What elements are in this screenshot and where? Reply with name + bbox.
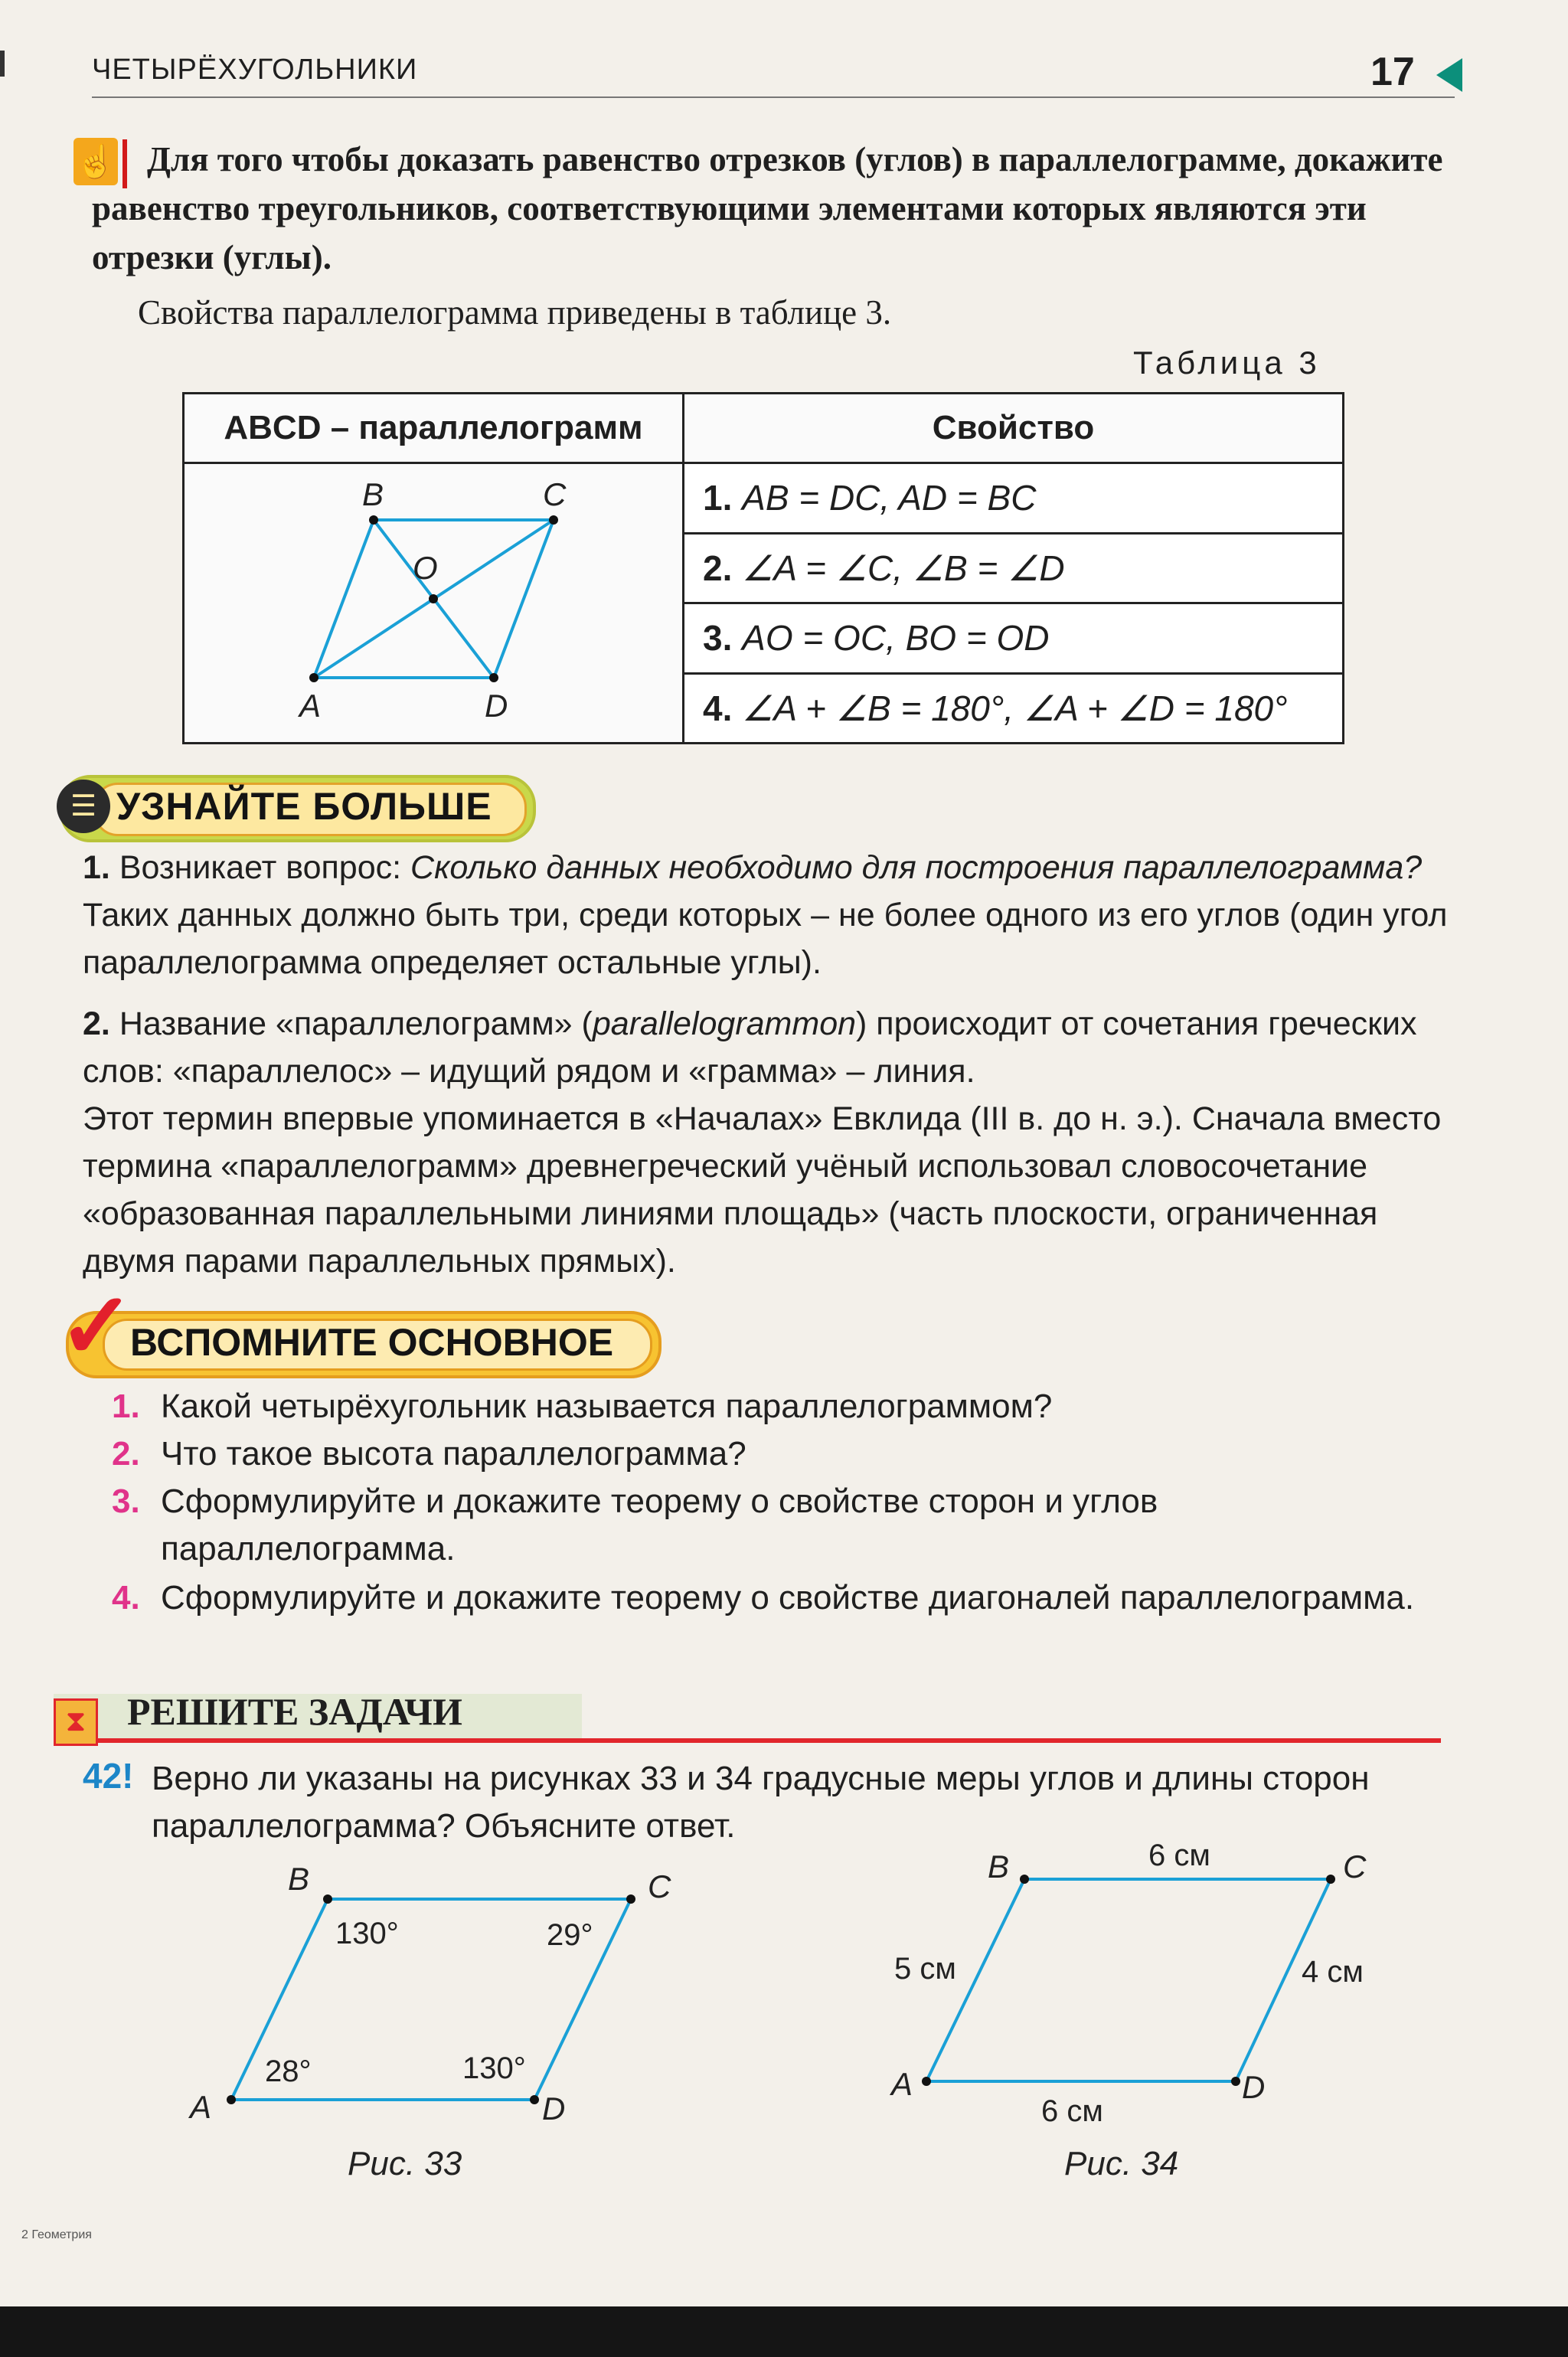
parallelogram-properties-table [182, 392, 1344, 744]
point-a [309, 673, 318, 682]
table-header-figure: ABCD – параллелограмм [184, 394, 684, 463]
recall-question-3: 3. Сформулируйте и докажите теорему о свойстве сторон и углов параллелограмма. [112, 1483, 1158, 1568]
fig34-label-a: A [891, 2066, 913, 2102]
recall-title: ВСПОМНИТЕ ОСНОВНОЕ [130, 1321, 614, 1364]
fig33-angle-a: 28° [265, 2055, 312, 2088]
book-stack-icon: ☰ [57, 780, 110, 833]
parallelogram-figure-cell [184, 463, 684, 744]
fig33-label-b: B [288, 1861, 310, 1897]
property-2: 2. ∠A = ∠C, ∠B = ∠D [684, 533, 1344, 603]
fig34-point-b [1020, 1875, 1029, 1884]
table-reference-text: Свойства параллелограмма приведены в таблице 3. [138, 293, 892, 332]
fig33-point-d [530, 2095, 539, 2104]
tip-text: Для того чтобы доказать равенство отрезков (углов) в параллелограмме, докажите равенство треугольников, соответствующими элементами которых являются эти отрезки (углы). [92, 140, 1443, 276]
fig33-caption: Рис. 33 [348, 2145, 462, 2182]
label-o: O [413, 550, 438, 586]
learn-more-paragraph-3: Этот термин впервые упоминается в «Началах» Евклида (III в. до н. э.). Сначала вместо термина «параллелограмм» древнегреческий учёный использовал словосочетание «образованная параллельными линиями площадь» (часть плоскости, ограниченная двумя парами параллельных прямых). [83, 1100, 1442, 1280]
header-divider [92, 96, 1455, 98]
label-b: B [362, 476, 384, 512]
fig33-point-a [227, 2095, 236, 2104]
fig33-point-b [323, 1894, 332, 1904]
recall-question-2: 2. Что такое высота параллелограмма? [112, 1435, 746, 1473]
fig33-label-a: A [190, 2089, 212, 2125]
point-d [489, 673, 498, 682]
fig34-side-left: 5 см [894, 1952, 956, 1986]
fig34-label-b: B [988, 1849, 1010, 1885]
recall-question-4: 4. Сформулируйте и докажите теорему о свойстве диагоналей параллелограмма. [112, 1579, 1415, 1617]
fig34-label-c: C [1343, 1849, 1367, 1885]
checkmark-icon: ✓ [58, 1275, 136, 1378]
fig34-point-a [922, 2077, 931, 2086]
parallelogram-abcd-diagram [185, 464, 682, 738]
page-edge-mark [0, 51, 5, 77]
hourglass-icon: ⧗ [54, 1698, 98, 1746]
scan-bottom-band [0, 2306, 1568, 2357]
recall-banner [66, 1311, 662, 1378]
table-header-row [184, 394, 1344, 463]
property-1: 1. AB = DC, AD = BC [684, 463, 1344, 534]
label-d: D [485, 688, 508, 724]
figure-33 [153, 1853, 735, 2190]
figure-34 [880, 1838, 1416, 2190]
fig33-label-c: C [648, 1868, 671, 1904]
point-o [429, 594, 438, 603]
fig34-label-d: D [1242, 2069, 1266, 2105]
fig34-side-right: 4 см [1302, 1955, 1364, 1989]
fig34-side-top: 6 см [1148, 1839, 1210, 1872]
recall-question-1: 1. Какой четырёхугольник называется параллелограммом? [112, 1388, 1053, 1425]
learn-more-title: УЗНАЙТЕ БОЛЬШЕ [116, 785, 492, 828]
fig34-parallelogram [926, 1879, 1331, 2081]
fig33-point-c [626, 1894, 635, 1904]
label-c: C [543, 476, 567, 512]
point-b [369, 515, 378, 525]
table-row [184, 463, 1344, 534]
fig34-caption: Рис. 34 [1064, 2145, 1179, 2182]
label-a: A [299, 688, 322, 724]
page-number: 17 [1370, 50, 1415, 94]
task-text: Верно ли указаны на рисунках 33 и 34 градусные меры углов и длины сторон параллелограмма? Объясните ответ. [152, 1760, 1370, 1845]
page-arrow-icon [1436, 58, 1462, 92]
chapter-title: ЧЕТЫРЁХУГОЛЬНИКИ [92, 54, 418, 86]
property-3: 3. AO = OC, BO = OD [684, 603, 1344, 674]
learn-more-paragraph-1: 1. Возникает вопрос: Сколько данных необходимо для построения параллелограмма? Таких данных должно быть три, среди которых – не более одного из его углов (один угол параллелограмма определяет остальные углы). [83, 849, 1448, 981]
fig33-angle-b: 130° [335, 1917, 399, 1950]
fig33-angle-d: 130° [462, 2051, 526, 2085]
solve-title: РЕШИТЕ ЗАДАЧИ [127, 1690, 462, 1733]
point-c [549, 515, 558, 525]
fig33-angle-c: 29° [547, 1918, 593, 1952]
table-caption: Таблица 3 [1133, 345, 1321, 381]
pointing-hand-icon: ☝ [74, 138, 118, 185]
fig34-point-d [1231, 2077, 1240, 2086]
learn-more-paragraph-2: 2. Название «параллелограмм» (parallelogrammon) происходит от сочетания греческих слов: «параллелос» – идущий рядом и «грамма» – линия. [83, 1005, 1417, 1090]
fig34-point-c [1326, 1875, 1335, 1884]
fig33-label-d: D [542, 2091, 566, 2127]
task-number: 42! [83, 1756, 134, 1796]
table-header-property: Свойство [684, 394, 1344, 463]
property-4: 4. ∠A + ∠B = 180°, ∠A + ∠D = 180° [684, 673, 1344, 744]
fig34-side-bottom: 6 см [1041, 2094, 1103, 2128]
learn-more-banner [60, 775, 536, 842]
footer-note: 2 Геометрия [21, 2228, 92, 2241]
solve-divider [54, 1738, 1441, 1743]
